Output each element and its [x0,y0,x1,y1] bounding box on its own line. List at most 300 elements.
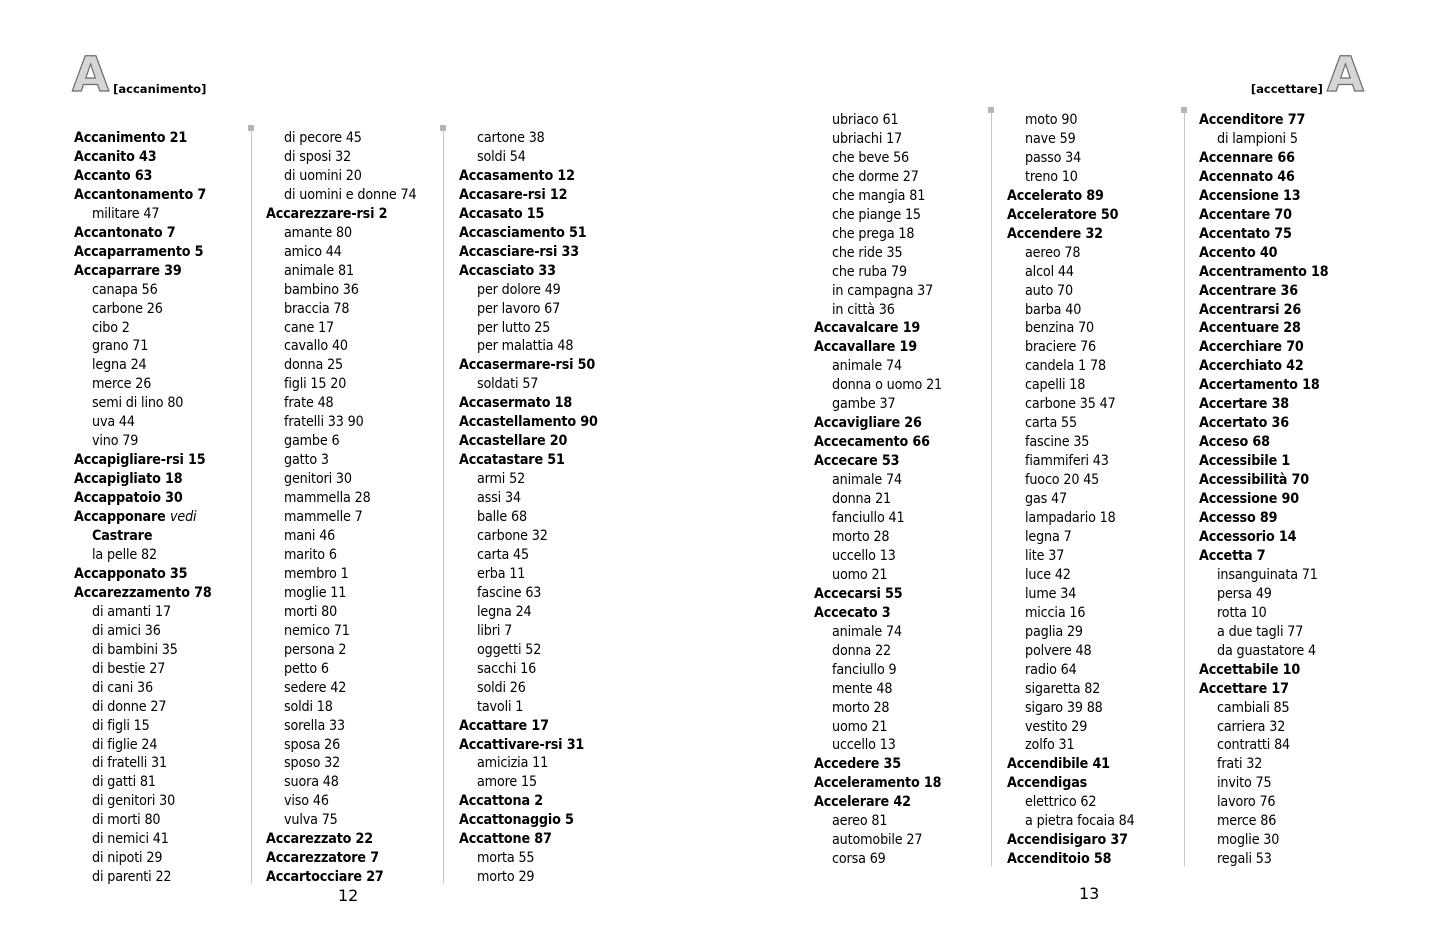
index-column-3 [459,129,598,887]
index-entry [1199,244,1329,263]
entry-text: petto 6 [284,660,329,677]
entry-text: fuoco 20 45 [1025,472,1100,489]
index-column-1 [74,129,212,887]
entry-text: Accendisigaro 37 [1007,832,1128,849]
entry-text: luce 42 [1025,566,1071,583]
index-subentry [1199,623,1329,642]
index-subentry [1007,149,1135,168]
entry-text: capelli 18 [1025,377,1086,394]
entry-text: di gatti 81 [92,774,156,791]
entry-text: balle 68 [477,509,527,526]
index-subentry [814,187,942,206]
index-entry [814,414,942,433]
entry-text: Accessione 90 [1199,491,1300,508]
entry-text: Accentato 75 [1199,225,1292,242]
column-divider [991,111,992,866]
index-subentry [266,394,416,413]
index-column-2 [266,129,416,887]
index-subentry [1199,736,1329,755]
index-subentry [266,546,416,565]
entry-text: elettrico 62 [1025,794,1097,811]
index-subentry [1007,263,1135,282]
index-subentry [266,470,416,489]
index-subentry [1007,490,1135,509]
section-letter: A [72,47,110,103]
entry-text: Accento 40 [1199,244,1278,261]
entry-text: Accastellare 20 [459,433,568,450]
entry-text: mani 46 [284,528,336,545]
index-subentry [1199,850,1329,869]
index-entry [74,262,212,281]
entry-text: Accanto 63 [74,167,153,184]
index-subentry [814,282,942,301]
entry-text: persa 49 [1217,585,1272,602]
entry-text: invito 75 [1217,775,1272,792]
index-subentry [74,754,212,773]
index-subentry [266,754,416,773]
entry-text: Accavigliare 26 [814,415,922,432]
entry-text: cambiali 85 [1217,699,1290,716]
entry-text: morto 28 [832,528,890,545]
column-divider [443,129,444,884]
index-subentry [266,489,416,508]
cross-reference-marker: vedi [169,509,197,526]
index-subentry [266,565,416,584]
index-subentry [459,849,598,868]
index-subentry [814,301,942,320]
entry-text: gambe 6 [284,433,340,450]
entry-text: Accertare 38 [1199,396,1290,413]
index-subentry [459,337,598,356]
entry-text: radio 64 [1025,661,1077,678]
index-entry [459,413,598,432]
index-entry [266,205,416,224]
entry-text: di nemici 41 [92,831,169,848]
entry-text: Accenditoio 58 [1007,851,1112,868]
index-subentry [1199,604,1329,623]
index-entry [814,774,942,793]
index-entry [1199,319,1329,338]
entry-text: Accessorio 14 [1199,528,1297,545]
entry-text: Accetta 7 [1199,547,1266,564]
index-subentry [814,699,942,718]
entry-text: vulva 75 [284,812,338,829]
index-subentry [74,300,212,319]
entry-text: sedere 42 [284,679,347,696]
index-subentry [74,205,212,224]
index-subentry [1007,604,1135,623]
entry-text: animale 74 [832,358,902,375]
index-subentry [459,754,598,773]
index-entry [74,508,212,527]
entry-text: amante 80 [284,224,352,241]
entry-text: sigaro 39 88 [1025,699,1103,716]
entry-text: aereo 81 [832,813,888,830]
entry-text: Accaparrare 39 [74,262,182,279]
entry-text: che dorme 27 [832,168,919,185]
right-page [722,0,1445,938]
entry-text: fiammiferi 43 [1025,453,1109,470]
index-subentry [1007,168,1135,187]
index-entry [266,830,416,849]
index-subentry [814,812,942,831]
entry-text: a pietra focaia 84 [1025,813,1135,830]
index-subentry [266,717,416,736]
entry-text: viso 46 [284,793,329,810]
index-subentry [1007,528,1135,547]
entry-text: Accapigliato 18 [74,471,183,488]
entry-text: morti 80 [284,603,338,620]
index-subentry [1007,282,1135,301]
entry-text: membro 1 [284,565,349,582]
index-subentry [814,130,942,149]
index-subentry [74,660,212,679]
index-subentry [814,718,942,737]
entry-text: Accensione 13 [1199,187,1301,204]
entry-text: di sposi 32 [284,148,352,165]
index-entry [814,755,942,774]
index-subentry [459,773,598,792]
entry-text: corsa 69 [832,851,886,868]
entry-text: a due tagli 77 [1217,623,1304,640]
index-entry [1007,850,1135,869]
index-subentry [1007,585,1135,604]
entry-text: di genitori 30 [92,793,176,810]
index-subentry [459,603,598,622]
entry-text: di amanti 17 [92,603,171,620]
right-page-header [1247,47,1364,103]
entry-text: Accaparramento 5 [74,243,204,260]
entry-text: sigaretta 82 [1025,680,1101,697]
index-subentry [459,281,598,300]
entry-text: carbone 35 47 [1025,396,1116,413]
entry-text: Accapponato 35 [74,565,188,582]
index-entry [459,432,598,451]
index-subentry [74,811,212,830]
entry-text: sposa 26 [284,736,341,753]
entry-text: militare 47 [92,205,160,222]
entry-text: candela 1 78 [1025,358,1106,375]
index-subentry [1007,471,1135,490]
index-entry [459,830,598,849]
index-entry [74,243,212,262]
index-subentry [266,375,416,394]
index-subentry [266,792,416,811]
index-subentry [266,622,416,641]
index-subentry [1007,111,1135,130]
entry-text: fascine 35 [1025,434,1090,451]
entry-text: che ride 35 [832,244,903,261]
entry-text: di amici 36 [92,622,161,639]
entry-text: di figli 15 [92,717,150,734]
index-entry [459,451,598,470]
index-entry [814,319,942,338]
entry-text: donna 25 [284,357,344,374]
index-entry [459,811,598,830]
index-entry [266,868,416,887]
entry-text: Accentare 70 [1199,206,1292,223]
entry-text: braccia 78 [284,300,350,317]
index-subentry [814,357,942,376]
entry-text: di bambini 35 [92,641,178,658]
entry-text: di donne 27 [92,698,167,715]
entry-text: Accessibilità 70 [1199,472,1310,489]
index-subentry [74,337,212,356]
entry-text: Accecare 53 [814,453,900,470]
entry-text: Accerchiato 42 [1199,358,1304,375]
index-subentry [266,337,416,356]
entry-text: Accavalcare 19 [814,320,921,337]
entry-text: amore 15 [477,774,537,791]
entry-text: Accartocciare 27 [266,869,384,886]
left-page-header [72,47,210,103]
entry-text: Acceleratore 50 [1007,206,1119,223]
index-subentry [74,356,212,375]
index-subentry [266,773,416,792]
index-subentry [814,376,942,395]
index-entry [1199,301,1329,320]
entry-text: Accennare 66 [1199,149,1295,166]
entry-text: Accanito 43 [74,148,157,165]
entry-text: regali 53 [1217,851,1272,868]
entry-text: frate 48 [284,395,334,412]
entry-text: donna 21 [832,491,892,508]
entry-text: persona 2 [284,641,347,658]
entry-text: grano 71 [92,338,149,355]
index-entry [74,167,212,186]
index-entry [1199,433,1329,452]
entry-text: Accasciare-rsi 33 [459,243,579,260]
entry-text: Accettare 17 [1199,680,1289,697]
entry-text: moglie 30 [1217,832,1280,849]
index-subentry [1199,718,1329,737]
index-subentry [459,622,598,641]
entry-text: gambe 37 [832,396,896,413]
index-subentry [74,375,212,394]
entry-text: Accessibile 1 [1199,453,1291,470]
entry-text: Accecarsi 55 [814,585,903,602]
index-subentry [459,148,598,167]
entry-text: Accasciamento 51 [459,224,587,241]
entry-text: Accapponare [74,509,166,526]
entry-text: moglie 11 [284,584,347,601]
entry-text: Accastellamento 90 [459,414,598,431]
entry-text: morta 55 [477,850,535,867]
index-subentry [814,149,942,168]
index-subentry [459,508,598,527]
index-subentry [459,527,598,546]
entry-text: barba 40 [1025,301,1082,318]
entry-text: tavoli 1 [477,698,524,715]
index-entry [74,470,212,489]
index-subentry [266,679,416,698]
index-entry [74,584,212,603]
entry-text: aereo 78 [1025,244,1081,261]
index-entry [1199,225,1329,244]
index-entry [814,793,942,812]
index-subentry [1199,566,1329,585]
entry-text: lume 34 [1025,585,1077,602]
entry-text: paglia 29 [1025,623,1083,640]
index-subentry [459,375,598,394]
index-subentry [1007,395,1135,414]
index-subentry [1007,338,1135,357]
entry-text: nave 59 [1025,130,1076,147]
index-subentry [459,698,598,717]
index-subentry [266,262,416,281]
index-subentry [266,451,416,470]
entry-text: lite 37 [1025,547,1065,564]
entry-text: soldi 54 [477,148,526,165]
index-subentry [266,660,416,679]
index-column-2 [1007,111,1135,869]
index-subentry [266,698,416,717]
entry-text: carbone 26 [92,300,163,317]
index-subentry [1199,699,1329,718]
entry-text: marito 6 [284,546,337,563]
entry-text: Accentramento 18 [1199,263,1329,280]
entry-text: di pecore 45 [284,130,362,146]
entry-text: armi 52 [477,471,526,488]
index-subentry [814,850,942,869]
index-subentry [74,603,212,622]
entry-text: Accattivare-rsi 31 [459,736,585,753]
index-subentry [814,831,942,850]
index-subentry [74,698,212,717]
index-subentry [814,661,942,680]
entry-text: oggetti 52 [477,641,542,658]
entry-text: lampadario 18 [1025,510,1116,527]
index-subentry [74,736,212,755]
entry-text: libri 7 [477,622,513,639]
entry-text: fanciullo 41 [832,510,905,527]
index-entry [814,452,942,471]
index-entry [1199,187,1329,206]
index-entry-continuation [74,527,212,546]
entry-text: carta 45 [477,546,529,563]
index-entry [459,205,598,224]
entry-text: per malattia 48 [477,338,574,355]
entry-text: la pelle 82 [92,546,157,563]
index-entry [1199,528,1329,547]
index-subentry [1007,301,1135,320]
entry-text: Accasato 15 [459,205,545,222]
entry-text: cibo 2 [92,319,130,336]
entry-text: morto 28 [832,699,890,716]
entry-text: Accecamento 66 [814,434,930,451]
entry-text: Accerchiare 70 [1199,339,1304,356]
index-subentry [1007,452,1135,471]
index-entry [1199,661,1329,680]
entry-text: Accesso 89 [1199,510,1278,527]
entry-text: benzina 70 [1025,320,1095,337]
index-entry [459,167,598,186]
index-subentry [459,470,598,489]
entry-text: assi 34 [477,490,521,507]
entry-text: mammelle 7 [284,509,363,526]
entry-text: Accarezzare-rsi 2 [266,205,388,222]
section-letter: A [1326,47,1364,103]
entry-text: Accarezzamento 78 [74,584,212,601]
index-column-1 [814,111,942,869]
index-subentry [459,300,598,319]
index-subentry [74,792,212,811]
index-subentry [1007,642,1135,661]
index-subentry [1007,793,1135,812]
index-subentry [1007,812,1135,831]
entry-text: ubriachi 17 [832,130,903,147]
index-subentry [459,660,598,679]
entry-text: automobile 27 [832,832,923,849]
entry-text: soldi 26 [477,679,526,696]
entry-text: donna o uomo 21 [832,377,943,394]
entry-text: animale 74 [832,623,902,640]
entry-text: vino 79 [92,433,139,450]
index-subentry [74,319,212,338]
index-entry [74,148,212,167]
index-subentry [814,623,942,642]
index-entry [1199,509,1329,528]
index-subentry [1007,680,1135,699]
entry-text: Accattone 87 [459,831,552,848]
entry-text: soldi 18 [284,698,333,715]
entry-text: che beve 56 [832,149,910,166]
entry-text: di figlie 24 [92,736,158,753]
index-subentry [814,680,942,699]
index-subentry [74,546,212,565]
index-subentry [814,225,942,244]
entry-text: Accentuare 28 [1199,320,1301,337]
entry-text: Accentrare 36 [1199,282,1298,299]
entry-text: uccello 13 [832,547,896,564]
index-subentry [74,849,212,868]
entry-text: Acceleramento 18 [814,775,942,792]
index-subentry [1007,566,1135,585]
index-subentry [814,206,942,225]
entry-text: Accattare 17 [459,717,549,734]
index-entry [74,451,212,470]
index-entry [1199,282,1329,301]
index-entry [1007,225,1135,244]
entry-text: che mangia 81 [832,187,926,204]
index-subentry [1007,130,1135,149]
column-divider [251,129,252,884]
entry-text: Accasare-rsi 12 [459,186,568,203]
entry-text: di nipoti 29 [92,850,163,867]
entry-text: Accatastare 51 [459,452,565,469]
index-subentry [74,394,212,413]
entry-text: Accapigliare-rsi 15 [74,452,206,469]
entry-text: frati 32 [1217,756,1263,773]
index-entry [1199,547,1329,566]
entry-text: Accelerare 42 [814,794,911,811]
entry-text: Accavallare 19 [814,339,917,356]
index-subentry [814,395,942,414]
entry-text: moto 90 [1025,112,1078,128]
entry-text: legna 24 [92,357,147,374]
entry-text: per lavoro 67 [477,300,561,317]
index-entry [459,356,598,375]
index-subentry [814,168,942,187]
entry-text: di fratelli 31 [92,755,167,772]
column-divider [1184,111,1185,866]
index-subentry [459,129,598,148]
index-subentry [266,584,416,603]
index-subentry [266,319,416,338]
entry-text: Accertamento 18 [1199,377,1320,394]
entry-text: Accasamento 12 [459,167,575,184]
entry-text: Accattona 2 [459,793,543,810]
